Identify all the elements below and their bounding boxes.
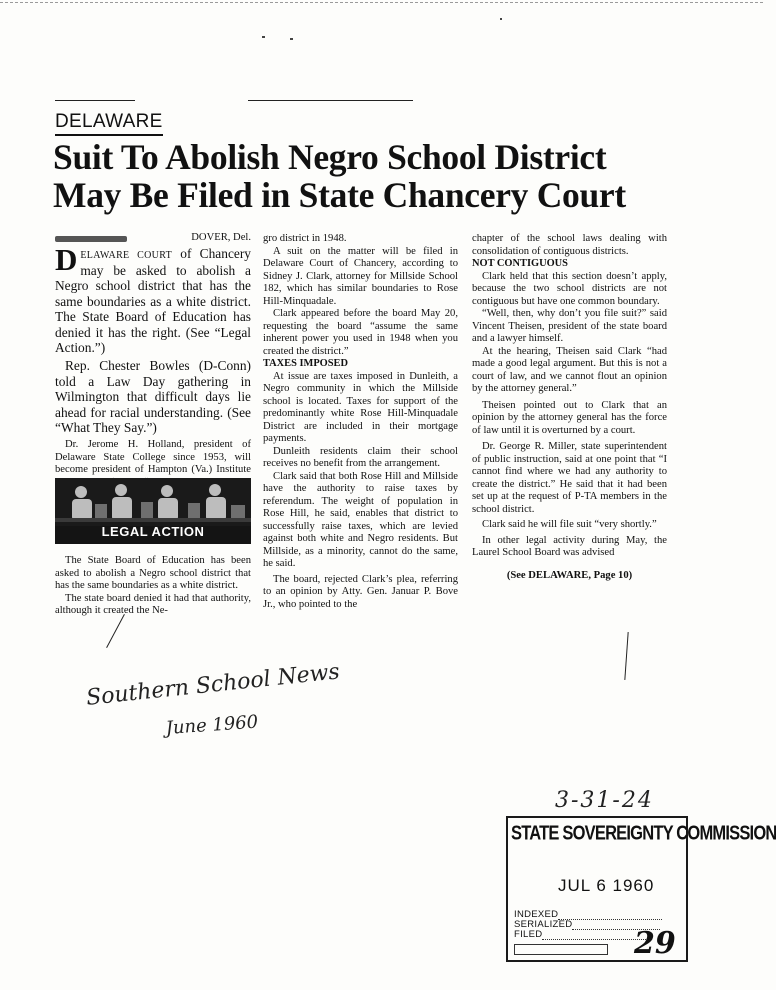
paragraph: A suit on the matter will be filed in Delaware Court of Chancery, according to Sidney J. Clark, attorney for Millside School 182, which has similar boundaries to Rose Hill-Minquadale. — [263, 245, 458, 307]
paragraph-holland: Dr. Jerome H. Holland, president of Delaware State College since 1953, will become president of Hampton (Va.) Institute — [55, 439, 251, 476]
scan-edge — [0, 2, 763, 3]
paragraph: Clark said he will file suit “very shortly.” — [482, 519, 657, 530]
paragraph-bowles: Rep. Chester Bowles (D-Conn) told a Law Day gathering in Wilmington that difficult days lie ahead for racial understanding. (See “What They Say.”) — [55, 358, 251, 435]
article-column-2 — [263, 233, 458, 611]
paragraph: gro district in 1948. — [263, 233, 347, 244]
handwritten-file-number: 3-31-24 — [555, 788, 654, 813]
paragraph: Theisen pointed out to Clark that an opinion by the attorney general has the force of law until it is overturned by a court. — [472, 399, 667, 436]
stamp-handwritten-number: 29 — [634, 926, 676, 961]
section-label: DELAWARE — [55, 111, 163, 136]
dateline: DOVER, Del. — [191, 232, 251, 243]
lead-block — [55, 241, 251, 436]
handwritten-source: Southern School News — [85, 659, 341, 711]
paragraph: Clark appeared before the board May 20, requesting the board “assume the same inherent power you used in 1948 when you created the district.” — [263, 308, 458, 357]
paragraph: chapter of the school laws dealing with consolidation of contiguous districts. — [472, 233, 667, 257]
top-rule-right — [248, 100, 413, 101]
handwritten-date: June 1960 — [165, 711, 259, 739]
paragraph: The board, rejected Clark’s plea, referring to an opinion by Atty. Gen. Januar P. Bove Jr., who pointed to the — [263, 573, 458, 610]
scan-speck — [290, 38, 293, 40]
top-rule-left — [55, 100, 135, 101]
headline-line-1: Suit To Abolish Negro School District — [53, 137, 607, 177]
scan-speck — [500, 18, 502, 20]
courtroom-figures-icon — [55, 478, 251, 526]
lead-paragraph — [55, 241, 251, 356]
article-column-1 — [55, 232, 251, 502]
paragraph: The state board denied it had that authority, although it created the Ne- — [55, 592, 251, 616]
paragraph: Clark said that both Rose Hill and Millside have the authority to raise taxes by referendum. The weight of population in Rose Hill, he said, enables that district to successfully raise taxes, which are levied against both white and Negro residents. But Millside, as a minority, cannot do the same, he said. — [263, 470, 458, 569]
headline — [53, 138, 733, 214]
subheading-taxes-imposed: TAXES IMPOSED — [263, 358, 348, 369]
paragraph: Clark held that this section doesn’t apply, because the two school districts are not contiguous but have one common boundary. — [472, 270, 667, 307]
stamp-filed-label: FILED — [514, 929, 543, 940]
commission-stamp — [506, 816, 776, 962]
lead-text: of Chancery may be asked to abolish a Negro school district that has the same boundaries as a white district. The State Board of Education has denied it has the right. (See “Legal Action.”) — [55, 245, 251, 355]
stamp-serialized-label: SERIALIZED — [514, 919, 573, 930]
article-column-1-continued — [55, 555, 251, 618]
stamp-indexed-label: INDEXED — [514, 909, 559, 920]
paragraph: The State Board of Education has been asked to abolish a Negro school district that has the same boundaries as a white district. — [55, 555, 251, 591]
subheading-not-contiguous: NOT CONTIGUOUS — [472, 258, 568, 269]
paragraph: At the hearing, Theisen said Clark “had made a good legal argument. But this is not a court of law, and we cannot flout an opinion by the attorney general.” — [472, 345, 667, 394]
lead-smallcaps: ELAWARE COURT — [80, 249, 172, 261]
pen-mark — [624, 632, 628, 680]
stamp-box — [514, 944, 608, 955]
scan-speck — [262, 36, 265, 38]
drop-cap: D — [55, 241, 78, 277]
continued-note: (See DELAWARE, Page 10) — [506, 569, 633, 581]
paragraph: Dr. George R. Miller, state superintendent of public instruction, said at one point that “I cannot find where we had any authority to create the district.” He said that it had been set up at the request of P-TA members in the school district. — [472, 441, 667, 515]
stamp-date: JUL 6 1960 — [558, 876, 655, 895]
legal-action-banner — [55, 478, 251, 544]
article-column-3 — [472, 233, 667, 582]
paragraph: At issue are taxes imposed in Dunleith, a Negro community in which the Millside school is located. Taxes for support of the predominantly white Rose Hill-Minquadale District are included in their mortgage payments. — [263, 370, 458, 444]
paragraph: Dunleith residents claim their school receives no benefit from the arrangement. — [263, 445, 458, 469]
headline-line-2: May Be Filed in State Chancery Court — [53, 175, 626, 215]
dateline-row — [55, 232, 251, 245]
paragraph: In other legal activity during May, the Laurel School Board was advised — [472, 534, 667, 558]
banner-label: LEGAL ACTION — [101, 524, 205, 539]
paragraph: “Well, then, why don’t you file suit?” said Vincent Theisen, president of the state board and a lawyer himself. — [472, 308, 667, 344]
stamp-row-filed — [514, 930, 650, 940]
stamp-header: STATE SOVEREIGNTY COMMISSION — [511, 822, 776, 845]
pen-mark — [106, 614, 125, 648]
